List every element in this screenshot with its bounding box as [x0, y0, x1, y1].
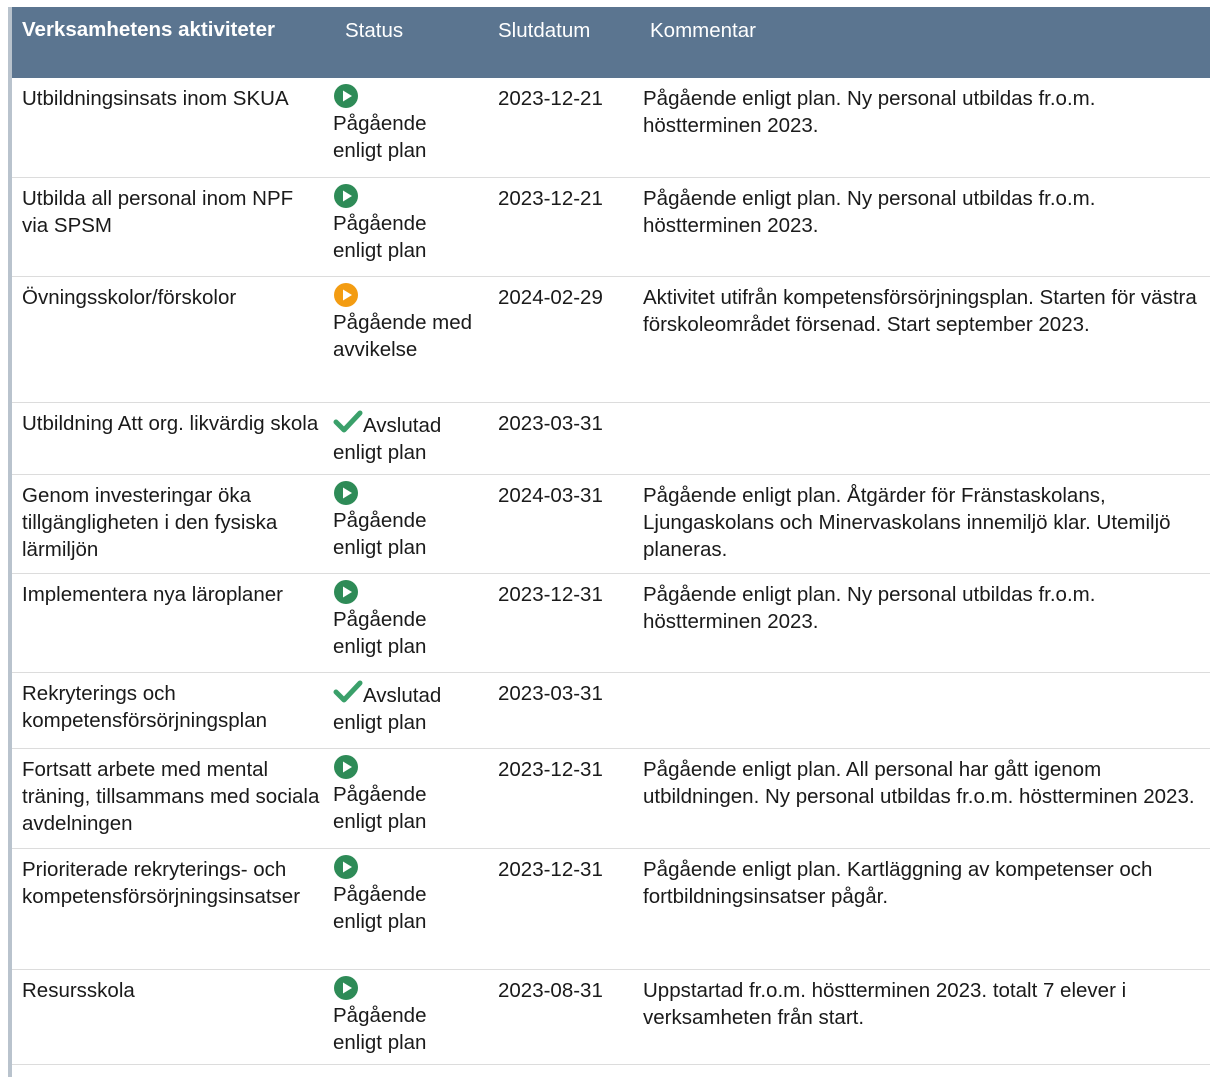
- activity-cell: Utbildningsinsats inom SKUA: [8, 78, 331, 177]
- end-date-cell: 2023-03-31: [484, 402, 636, 474]
- play-circle-green-icon: [333, 83, 359, 109]
- comment-cell: Uppstartad fr.o.m. höstterminen 2023. totalt 7 elever i verksamheten från start.: [636, 969, 1210, 1064]
- table-row: [8, 573, 1210, 672]
- comment-cell: Pågående enligt plan. Ny personal utbildas fr.o.m. höstterminen 2023.: [636, 573, 1210, 672]
- end-date-cell: 2023-12-31: [484, 748, 636, 848]
- status-cell: [331, 474, 484, 573]
- play-circle-green-icon: [333, 579, 359, 605]
- table-row: [8, 402, 1210, 474]
- activity-cell: Övningsskolor/förskolor: [8, 276, 331, 402]
- activity-cell: Prioriterade rekryterings- och kompetensförsörjningsinsatser: [8, 848, 331, 969]
- activity-cell: Resursskola: [8, 969, 331, 1064]
- table-row: [8, 969, 1210, 1064]
- activity-cell: Fortsatt arbete med mental träning, tillsammans med sociala avdelningen: [8, 748, 331, 848]
- header-status: Status: [345, 19, 404, 42]
- comment-cell: Pågående enligt plan. Åtgärder för Fränstaskolans, Ljungaskolans och Minervaskolans innemiljö klar. Utemiljö planeras.: [636, 474, 1210, 573]
- play-circle-green-icon: [333, 754, 359, 780]
- comment-cell: Pågående enligt plan. All personal har gått igenom utbildningen. Ny personal utbildas fr.o.m. höstterminen 2023.: [636, 748, 1210, 848]
- table-row: [8, 276, 1210, 402]
- comment-cell: Pågående enligt plan. Ny personal utbildas fr.o.m. höstterminen 2023.: [636, 78, 1210, 177]
- table-row: [8, 672, 1210, 748]
- end-date-cell: 2023-03-31: [484, 672, 636, 748]
- end-date-cell: 2024-03-31: [484, 474, 636, 573]
- header-row: [8, 7, 1210, 78]
- left-margin-rule: [8, 7, 12, 1077]
- play-circle-green-icon: [333, 854, 359, 880]
- end-date-cell: 2023-12-21: [484, 78, 636, 177]
- status-cell: [331, 748, 484, 848]
- status-label: Pågående enligt plan: [333, 211, 427, 262]
- table-row: [8, 177, 1210, 276]
- status-cell: [331, 969, 484, 1064]
- checkmark-green-icon: [333, 410, 363, 434]
- header-comment: Kommentar: [650, 19, 756, 42]
- status-cell: [331, 848, 484, 969]
- activities-table: [8, 7, 1210, 1065]
- status-cell: [331, 276, 484, 402]
- table-header: [8, 7, 1210, 78]
- play-circle-green-icon: [333, 480, 359, 506]
- status-label: Pågående med avvikelse: [333, 310, 473, 361]
- table-body: [8, 78, 1210, 1064]
- status-cell: [331, 573, 484, 672]
- comment-cell: [636, 672, 1210, 748]
- end-date-cell: 2023-08-31: [484, 969, 636, 1064]
- comment-cell: [636, 402, 1210, 474]
- comment-cell: Pågående enligt plan. Kartläggning av kompetenser och fortbildningsinsatser pågår.: [636, 848, 1210, 969]
- end-date-cell: 2023-12-31: [484, 848, 636, 969]
- status-cell: [331, 177, 484, 276]
- activity-cell: Utbilda all personal inom NPF via SPSM: [8, 177, 331, 276]
- status-cell: [331, 78, 484, 177]
- end-date-cell: 2023-12-21: [484, 177, 636, 276]
- checkmark-green-icon: [333, 680, 363, 704]
- table-row: [8, 78, 1210, 177]
- header-end-date: Slutdatum: [498, 19, 591, 42]
- status-label: Avslutad enligt plan: [333, 413, 442, 464]
- header-activity: Verksamhetens aktiviteter: [22, 18, 275, 41]
- status-label: Pågående enligt plan: [333, 1003, 427, 1054]
- table-row: [8, 848, 1210, 969]
- play-circle-green-icon: [333, 183, 359, 209]
- status-cell: [331, 672, 484, 748]
- table-row: [8, 748, 1210, 848]
- status-label: Avslutad enligt plan: [333, 683, 442, 734]
- end-date-cell: 2023-12-31: [484, 573, 636, 672]
- comment-cell: Pågående enligt plan. Ny personal utbildas fr.o.m. höstterminen 2023.: [636, 177, 1210, 276]
- table-row: [8, 474, 1210, 573]
- play-circle-orange-icon: [333, 282, 359, 308]
- activity-cell: Utbildning Att org. likvärdig skola: [8, 402, 331, 474]
- activity-cell: Rekryterings och kompetensförsörjningsplan: [8, 672, 331, 748]
- top-strip: [0, 0, 1210, 7]
- status-label: Pågående enligt plan: [333, 882, 427, 933]
- play-circle-green-icon: [333, 975, 359, 1001]
- comment-cell: Aktivitet utifrån kompetensförsörjningsplan. Starten för västra förskoleområdet försenad. Start september 2023.: [636, 276, 1210, 402]
- status-cell: [331, 402, 484, 474]
- activity-cell: Implementera nya läroplaner: [8, 573, 331, 672]
- status-label: Pågående enligt plan: [333, 112, 427, 162]
- status-label: Pågående enligt plan: [333, 508, 427, 559]
- end-date-cell: 2024-02-29: [484, 276, 636, 402]
- status-label: Pågående enligt plan: [333, 782, 427, 833]
- status-label: Pågående enligt plan: [333, 607, 427, 658]
- activity-cell: Genom investeringar öka tillgängligheten i den fysiska lärmiljön: [8, 474, 331, 573]
